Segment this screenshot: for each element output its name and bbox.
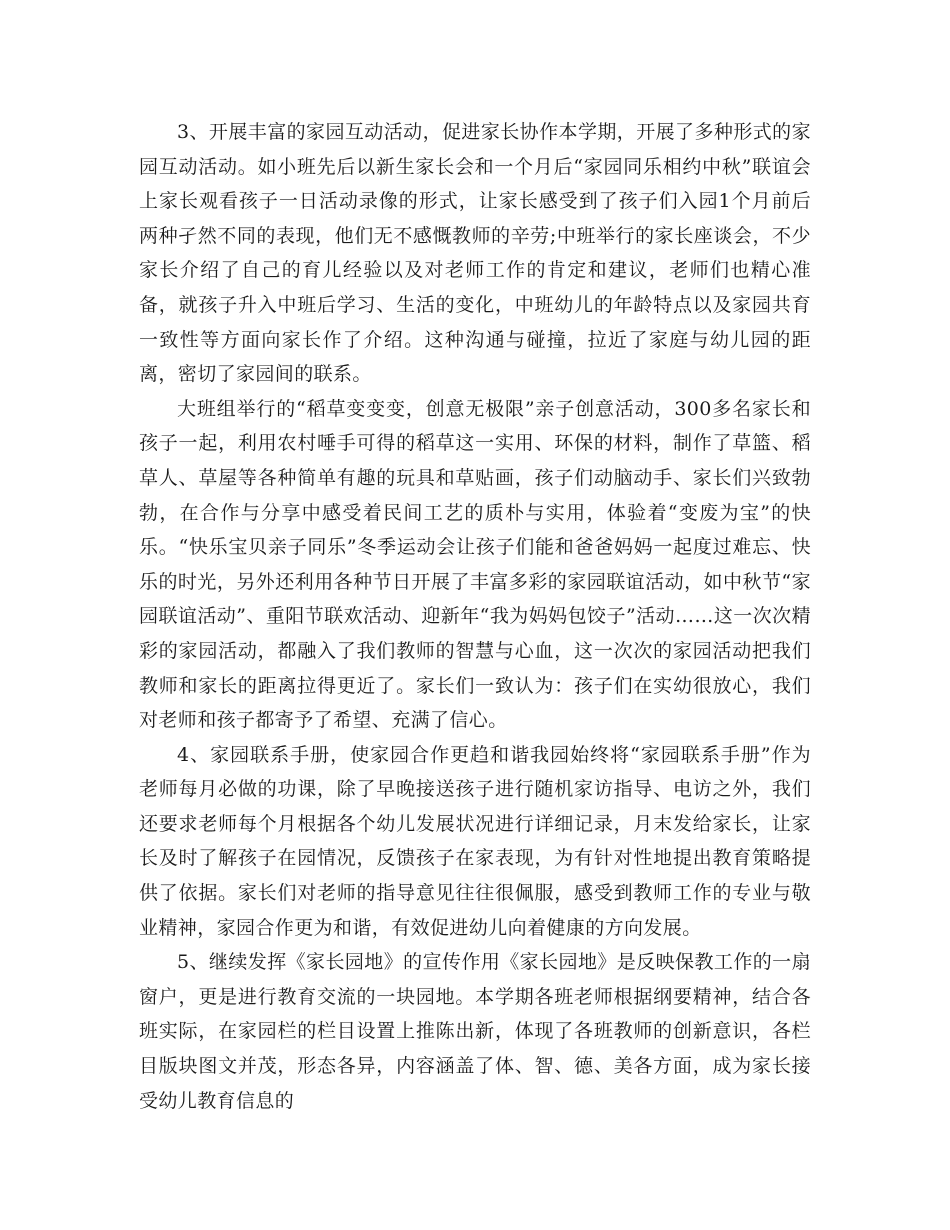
paragraph-parent-child-activities: 大班组举行的“稻草变变变，创意无极限”亲子创意活动，300多名家长和孩子一起，利用农村唾手可得的稻草这一实用、环保的材料，制作了草篮、稻草人、草屋等各种简单有趣的玩具和草贴画，孩子们动脑动手、家长们兴致勃勃，在合作与分享中感受着民间工艺的质朴与实用，体验着“变废为宝”的快乐。“快乐宝贝亲子同乐”冬季运动会让孩子们能和爸爸妈妈一起度过难忘、快乐的时光，另外还利用各种节日开展了丰富多彩的家园联谊活动，如中秋节“家园联谊活动”、重阳节联欢活动、迎新年“我为妈妈包饺子”活动……这一次次精彩的家园活动，都融入了我们教师的智慧与心血，这一次次的家园活动把我们教师和家长的距离拉得更近了。家长们一致认为：孩子们在实幼很放心，我们对老师和孩子都寄予了希望、充满了信心。 (139, 397, 811, 732)
paragraph-parent-garden: 5、继续发挥《家长园地》的宣传作用《家长园地》是反映保教工作的一扇窗户，更是进行教育交流的一块园地。本学期各班老师根据纲要精神，结合各班实际，在家园栏的栏目设置上推陈出新，体现了各班教师的创新意识，各栏目版块图文并茂，形态各异，内容涵盖了体、智、德、美各方面，成为家长接受幼儿教育信息的 (139, 951, 811, 1112)
document-body (139, 115, 811, 1118)
paragraph-contact-handbook: 4、家园联系手册，使家园合作更趋和谐我园始终将“家园联系手册”作为老师每月必做的功课，除了早晚接送孩子进行随机家访指导、电访之外，我们还要求老师每个月根据各个幼儿发展状况进行详细记录，月末发给家长，让家长及时了解孩子在园情况，反馈孩子在家表现，为有针对性地提出教育策略提供了依据。家长们对老师的指导意见往往很佩服，感受到教师工作的专业与敬业精神，家园合作更为和谐，有效促进幼儿向着健康的方向发展。 (139, 743, 811, 939)
paragraph-home-school-activities: 3、开展丰富的家园互动活动，促进家长协作本学期，开展了多种形式的家园互动活动。如小班先后以新生家长会和一个月后“家园同乐相约中秋”联谊会上家长观看孩子一日活动录像的形式，让家长感受到了孩子们入园1个月前后两种孑然不同的表现，他们无不感慨教师的辛劳;中班举行的家长座谈会，不少家长介绍了自己的育儿经验以及对老师工作的肯定和建议，老师们也精心准备，就孩子升入中班后学习、生活的变化，中班幼儿的年龄特点以及家园共育一致性等方面向家长作了介绍。这种沟通与碰撞，拉近了家庭与幼儿园的距离，密切了家园间的联系。 (139, 121, 811, 386)
